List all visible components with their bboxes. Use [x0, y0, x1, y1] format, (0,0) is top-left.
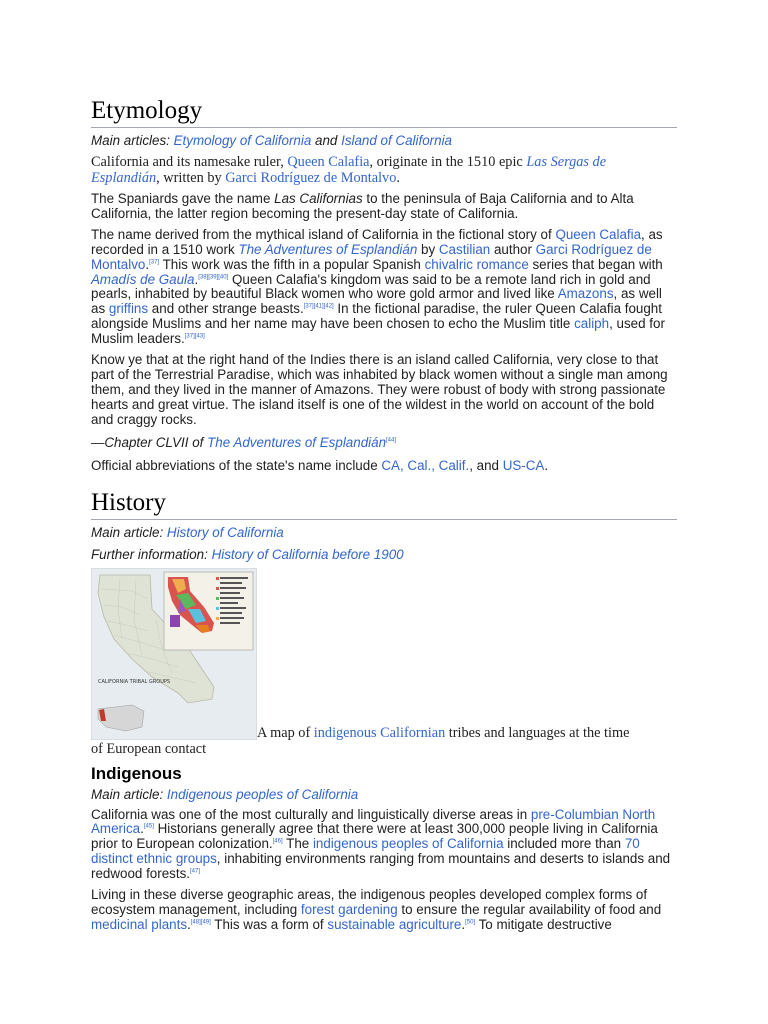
citation-ref[interactable]: [38][39][40] — [198, 274, 229, 281]
text: included more than — [503, 836, 625, 852]
las-californias-italic: Las Californias — [274, 191, 363, 206]
text: A map of — [257, 724, 314, 741]
text: Official abbreviations of the state's name include — [91, 457, 382, 473]
quote-citation — [91, 434, 677, 452]
island-of-california-link[interactable]: Island of California — [341, 133, 452, 148]
text: , originate in the 1510 epic — [369, 154, 527, 170]
sustainable-agriculture-link[interactable]: sustainable agriculture — [327, 916, 462, 932]
text: . — [140, 821, 144, 837]
text: , used for Muslim leaders. — [91, 316, 665, 347]
text: Living in these diverse geographic areas, the indigenous peoples developed complex forms of ecosystem management, including — [91, 887, 648, 917]
text: tribes and languages at the time — [445, 724, 630, 741]
hatnote-and: and — [311, 133, 342, 148]
indigenous-paragraph-1 — [91, 808, 677, 883]
hatnote-prefix: Main article: — [91, 524, 167, 540]
etymology-hatnote — [91, 132, 677, 150]
indigenous-paragraph-2 — [91, 888, 677, 933]
tribal-map-graphic — [92, 569, 256, 739]
indigenous-peoples-link[interactable]: indigenous peoples of California — [312, 836, 504, 852]
citation-ref[interactable]: [37][43] — [184, 333, 205, 340]
ca-cal-calif-link[interactable]: CA, Cal., Calif. — [381, 457, 470, 473]
text: series that began with — [528, 256, 663, 272]
queen-calafia-link[interactable]: Queen Calafia — [287, 154, 370, 170]
text: to the peninsula of Baja California and to Alta California, the latter region becoming the present-day state of California. — [91, 191, 634, 221]
text: , as well as — [91, 286, 662, 317]
griffins-link[interactable]: griffins — [108, 301, 149, 317]
text: and other strange beasts. — [148, 301, 304, 317]
map-caption-line-1 — [257, 725, 687, 741]
etymology-heading: Etymology — [91, 96, 677, 128]
text: , as recorded in a 1510 work — [91, 226, 663, 257]
text: by — [417, 241, 439, 257]
us-ca-link[interactable]: US-CA — [502, 457, 545, 473]
citation-ref[interactable]: [50] — [465, 919, 476, 926]
text: . — [544, 457, 549, 473]
hatnote-prefix: Further information: — [91, 546, 212, 562]
adventures-of-esplandian-link[interactable]: The Adventures of Esplandián — [207, 434, 387, 450]
text: . — [187, 916, 191, 932]
text: In the fictional paradise, the ruler Queen Calafia fought alongside Muslims and her name may have been chosen to echo the Muslim title — [91, 301, 662, 332]
text: The Spaniards gave the name — [91, 191, 275, 206]
text: . — [396, 170, 400, 186]
text: California was one of the most culturally and linguistically diverse areas in — [91, 806, 531, 822]
citation-prefix: —Chapter CLVII of — [91, 434, 208, 450]
text: California and its namesake ruler, — [91, 154, 288, 170]
history-before-1900-link[interactable]: History of California before 1900 — [211, 546, 404, 562]
indigenous-peoples-link[interactable]: Indigenous peoples of California — [166, 786, 359, 802]
forest-gardening-link[interactable]: forest gardening — [300, 901, 398, 917]
citation-ref[interactable]: [47] — [190, 868, 201, 875]
citation-ref[interactable]: [45] — [143, 823, 154, 830]
citation-ref[interactable]: [48][49] — [190, 919, 211, 926]
text: This was a form of — [210, 916, 328, 932]
indigenous-hatnote — [91, 786, 677, 804]
california-tribal-map-image[interactable] — [91, 568, 257, 740]
abbreviations-paragraph — [91, 459, 677, 474]
map-caption-line-2: of European contact — [91, 740, 207, 757]
further-info-hatnote — [91, 546, 677, 564]
citation-ref[interactable]: [46] — [272, 838, 283, 845]
adventures-of-esplandian-link[interactable]: The Adventures of Esplandián — [238, 241, 418, 257]
etymology-of-california-link[interactable]: Etymology of California — [173, 133, 312, 148]
montalvo-link[interactable]: Garci Rodríguez de Montalvo — [225, 170, 397, 186]
text: Queen Calafia's kingdom was said to be a remote land rich in gold and pearls, inhabited by beautiful Black women who wore gold armor and lived like — [91, 271, 651, 302]
indigenous-californian-link[interactable]: indigenous Californian — [313, 724, 446, 741]
indigenous-heading: Indigenous — [91, 763, 182, 783]
queen-calafia-link[interactable]: Queen Calafia — [555, 226, 642, 242]
medicinal-plants-link[interactable]: medicinal plants — [91, 916, 188, 932]
las-sergas-link[interactable]: Las Sergas de Esplandián — [91, 154, 607, 186]
etymology-paragraph-2 — [91, 192, 677, 222]
castilian-link[interactable]: Castilian — [438, 241, 491, 257]
chivalric-romance-link[interactable]: chivalric romance — [424, 256, 529, 272]
pre-columbian-link[interactable]: pre-Columbian North America — [91, 806, 656, 837]
amadis-de-gaula-link[interactable]: Amadís de Gaula — [91, 271, 195, 287]
text: , inhabiting environments ranging from mountains and deserts to islands and redwood forests. — [91, 851, 671, 882]
text: . — [194, 271, 199, 287]
text: The name derived from the mythical island of California in the fictional story of — [91, 226, 556, 242]
text: To mitigate destructive — [475, 916, 612, 932]
esplandian-quote: Know ye that at the right hand of the Indies there is an island called California, very close to that part of the Terrestrial Paradise, which was inhabited by black women without a single man among them, and they lived in the manner of Amazons. They were robust of body with strong passionate hearts and great virtue. The island itself is one of the wildest in the world on account of the bold and craggy rocks. — [91, 352, 668, 427]
text: The — [282, 836, 313, 852]
text: . — [461, 916, 466, 932]
amazons-link[interactable]: Amazons — [557, 286, 614, 302]
text: This work was the fifth in a popular Spanish — [159, 256, 425, 272]
text: to ensure the regular availability of food and — [397, 901, 662, 917]
map-label-text: CALIFORNIA TRIBAL GROUPS — [98, 678, 171, 685]
text: author — [490, 241, 536, 257]
etymology-paragraph-3 — [91, 228, 677, 347]
hatnote-prefix: Main articles: — [91, 133, 174, 148]
etymology-paragraph-1 — [91, 154, 677, 186]
text: , written by — [156, 170, 226, 186]
text: Historians generally agree that there were at least 300,000 people living in California prior to European colonization. — [91, 821, 658, 852]
citation-ref[interactable]: [37][41][42] — [303, 303, 334, 310]
history-heading: History — [91, 488, 677, 520]
tribal-map-figure — [91, 568, 677, 760]
text: . — [145, 256, 150, 272]
hatnote-prefix: Main article: — [91, 786, 167, 802]
montalvo-link[interactable]: Garci Rodríguez de Montalvo — [91, 241, 652, 272]
history-of-california-link[interactable]: History of California — [166, 524, 284, 540]
ethnic-groups-link[interactable]: 70 distinct ethnic groups — [91, 836, 640, 867]
citation-ref[interactable]: [37] — [149, 259, 160, 266]
article-content — [91, 96, 677, 939]
citation-ref[interactable]: [44] — [386, 437, 397, 444]
text: , and — [469, 457, 503, 473]
caliph-link[interactable]: caliph — [574, 316, 610, 332]
history-hatnote — [91, 524, 677, 542]
